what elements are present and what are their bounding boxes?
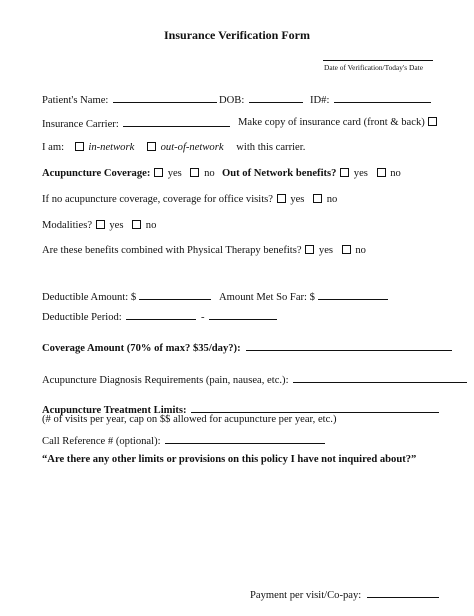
acupuncture-coverage-label: Acupuncture Coverage:: [42, 168, 151, 179]
date-of-verification-line[interactable]: [323, 60, 433, 61]
out-of-network-yes-label: yes: [353, 168, 368, 179]
office-visits-no-checkbox[interactable]: [313, 194, 322, 203]
amount-met-field[interactable]: [318, 289, 388, 300]
carrier-field[interactable]: [123, 116, 230, 127]
amount-met-label: Amount Met So Far: $: [219, 292, 315, 303]
copy-card-checkbox[interactable]: [428, 117, 437, 126]
out-of-network-no-checkbox[interactable]: [377, 168, 386, 177]
diagnosis-requirements-label: Acupuncture Diagnosis Requirements (pain, nausea, etc.):: [42, 375, 289, 386]
payment-per-visit-field[interactable]: [367, 587, 439, 598]
office-visits-yes-label: yes: [290, 194, 305, 205]
office-visits-no-label: no: [326, 194, 338, 205]
modalities-no-checkbox[interactable]: [132, 220, 141, 229]
call-reference-field[interactable]: [165, 433, 325, 444]
form-title: Insurance Verification Form: [164, 28, 310, 42]
pt-combined-no-label: no: [355, 245, 366, 256]
deductible-period-end-field[interactable]: [209, 309, 277, 320]
treatment-limits-label: Acupuncture Treatment Limits:: [42, 405, 187, 416]
coverage-amount-label: Coverage Amount (70% of max? $35/day?):: [42, 343, 241, 354]
out-of-network-yes-checkbox[interactable]: [340, 168, 349, 177]
patient-name-label: Patient's Name:: [42, 95, 109, 106]
modalities-label: Modalities?: [42, 220, 93, 231]
out-of-network-no-label: no: [390, 168, 401, 179]
pt-combined-yes-checkbox[interactable]: [305, 245, 314, 254]
dob-field[interactable]: [249, 92, 303, 103]
period-dash: -: [201, 312, 205, 323]
i-am-label: I am:: [42, 142, 65, 153]
out-of-network-benefits-label: Out of Network benefits?: [222, 168, 337, 179]
acupuncture-coverage-no-label: no: [204, 168, 215, 179]
diagnosis-requirements-field[interactable]: [293, 372, 467, 383]
id-label: ID#:: [310, 95, 330, 106]
coverage-amount-field[interactable]: [246, 340, 452, 351]
deductible-period-label: Deductible Period:: [42, 312, 122, 323]
closing-question: “Are there any other limits or provisions on this policy I have not inquired about?”: [42, 454, 417, 465]
patient-name-field[interactable]: [113, 92, 217, 103]
modalities-yes-checkbox[interactable]: [96, 220, 105, 229]
copy-card-label: Make copy of insurance card (front & back): [238, 117, 425, 128]
dob-label: DOB:: [219, 95, 245, 106]
payment-per-visit-label: Payment per visit/Co-pay:: [250, 590, 362, 601]
acupuncture-coverage-yes-label: yes: [167, 168, 182, 179]
deductible-amount-label: Deductible Amount: $: [42, 292, 137, 303]
pt-combined-label: Are these benefits combined with Physical Therapy benefits?: [42, 245, 302, 256]
in-network-checkbox[interactable]: [75, 142, 84, 151]
treatment-limits-note: (# of visits per year, cap on $$ allowed for acupuncture per year, etc.): [42, 414, 337, 425]
with-carrier-label: with this carrier.: [236, 142, 306, 153]
out-network-checkbox[interactable]: [147, 142, 156, 151]
office-visits-yes-checkbox[interactable]: [277, 194, 286, 203]
acupuncture-coverage-no-checkbox[interactable]: [190, 168, 199, 177]
treatment-limits-field[interactable]: [191, 402, 439, 413]
carrier-label: Insurance Carrier:: [42, 119, 119, 130]
deductible-period-start-field[interactable]: [126, 309, 196, 320]
modalities-yes-label: yes: [109, 220, 124, 231]
in-network-label: in-network: [88, 142, 135, 153]
office-visits-label: If no acupuncture coverage, coverage for office visits?: [42, 194, 273, 205]
call-reference-label: Call Reference # (optional):: [42, 436, 161, 447]
pt-combined-no-checkbox[interactable]: [342, 245, 351, 254]
deductible-amount-field[interactable]: [139, 289, 211, 300]
date-caption: Date of Verification/Today's Date: [324, 63, 423, 72]
pt-combined-yes-label: yes: [318, 245, 334, 256]
out-network-label: out-of-network: [160, 142, 224, 153]
modalities-no-label: no: [145, 220, 157, 231]
id-field[interactable]: [334, 92, 431, 103]
acupuncture-coverage-yes-checkbox[interactable]: [154, 168, 163, 177]
